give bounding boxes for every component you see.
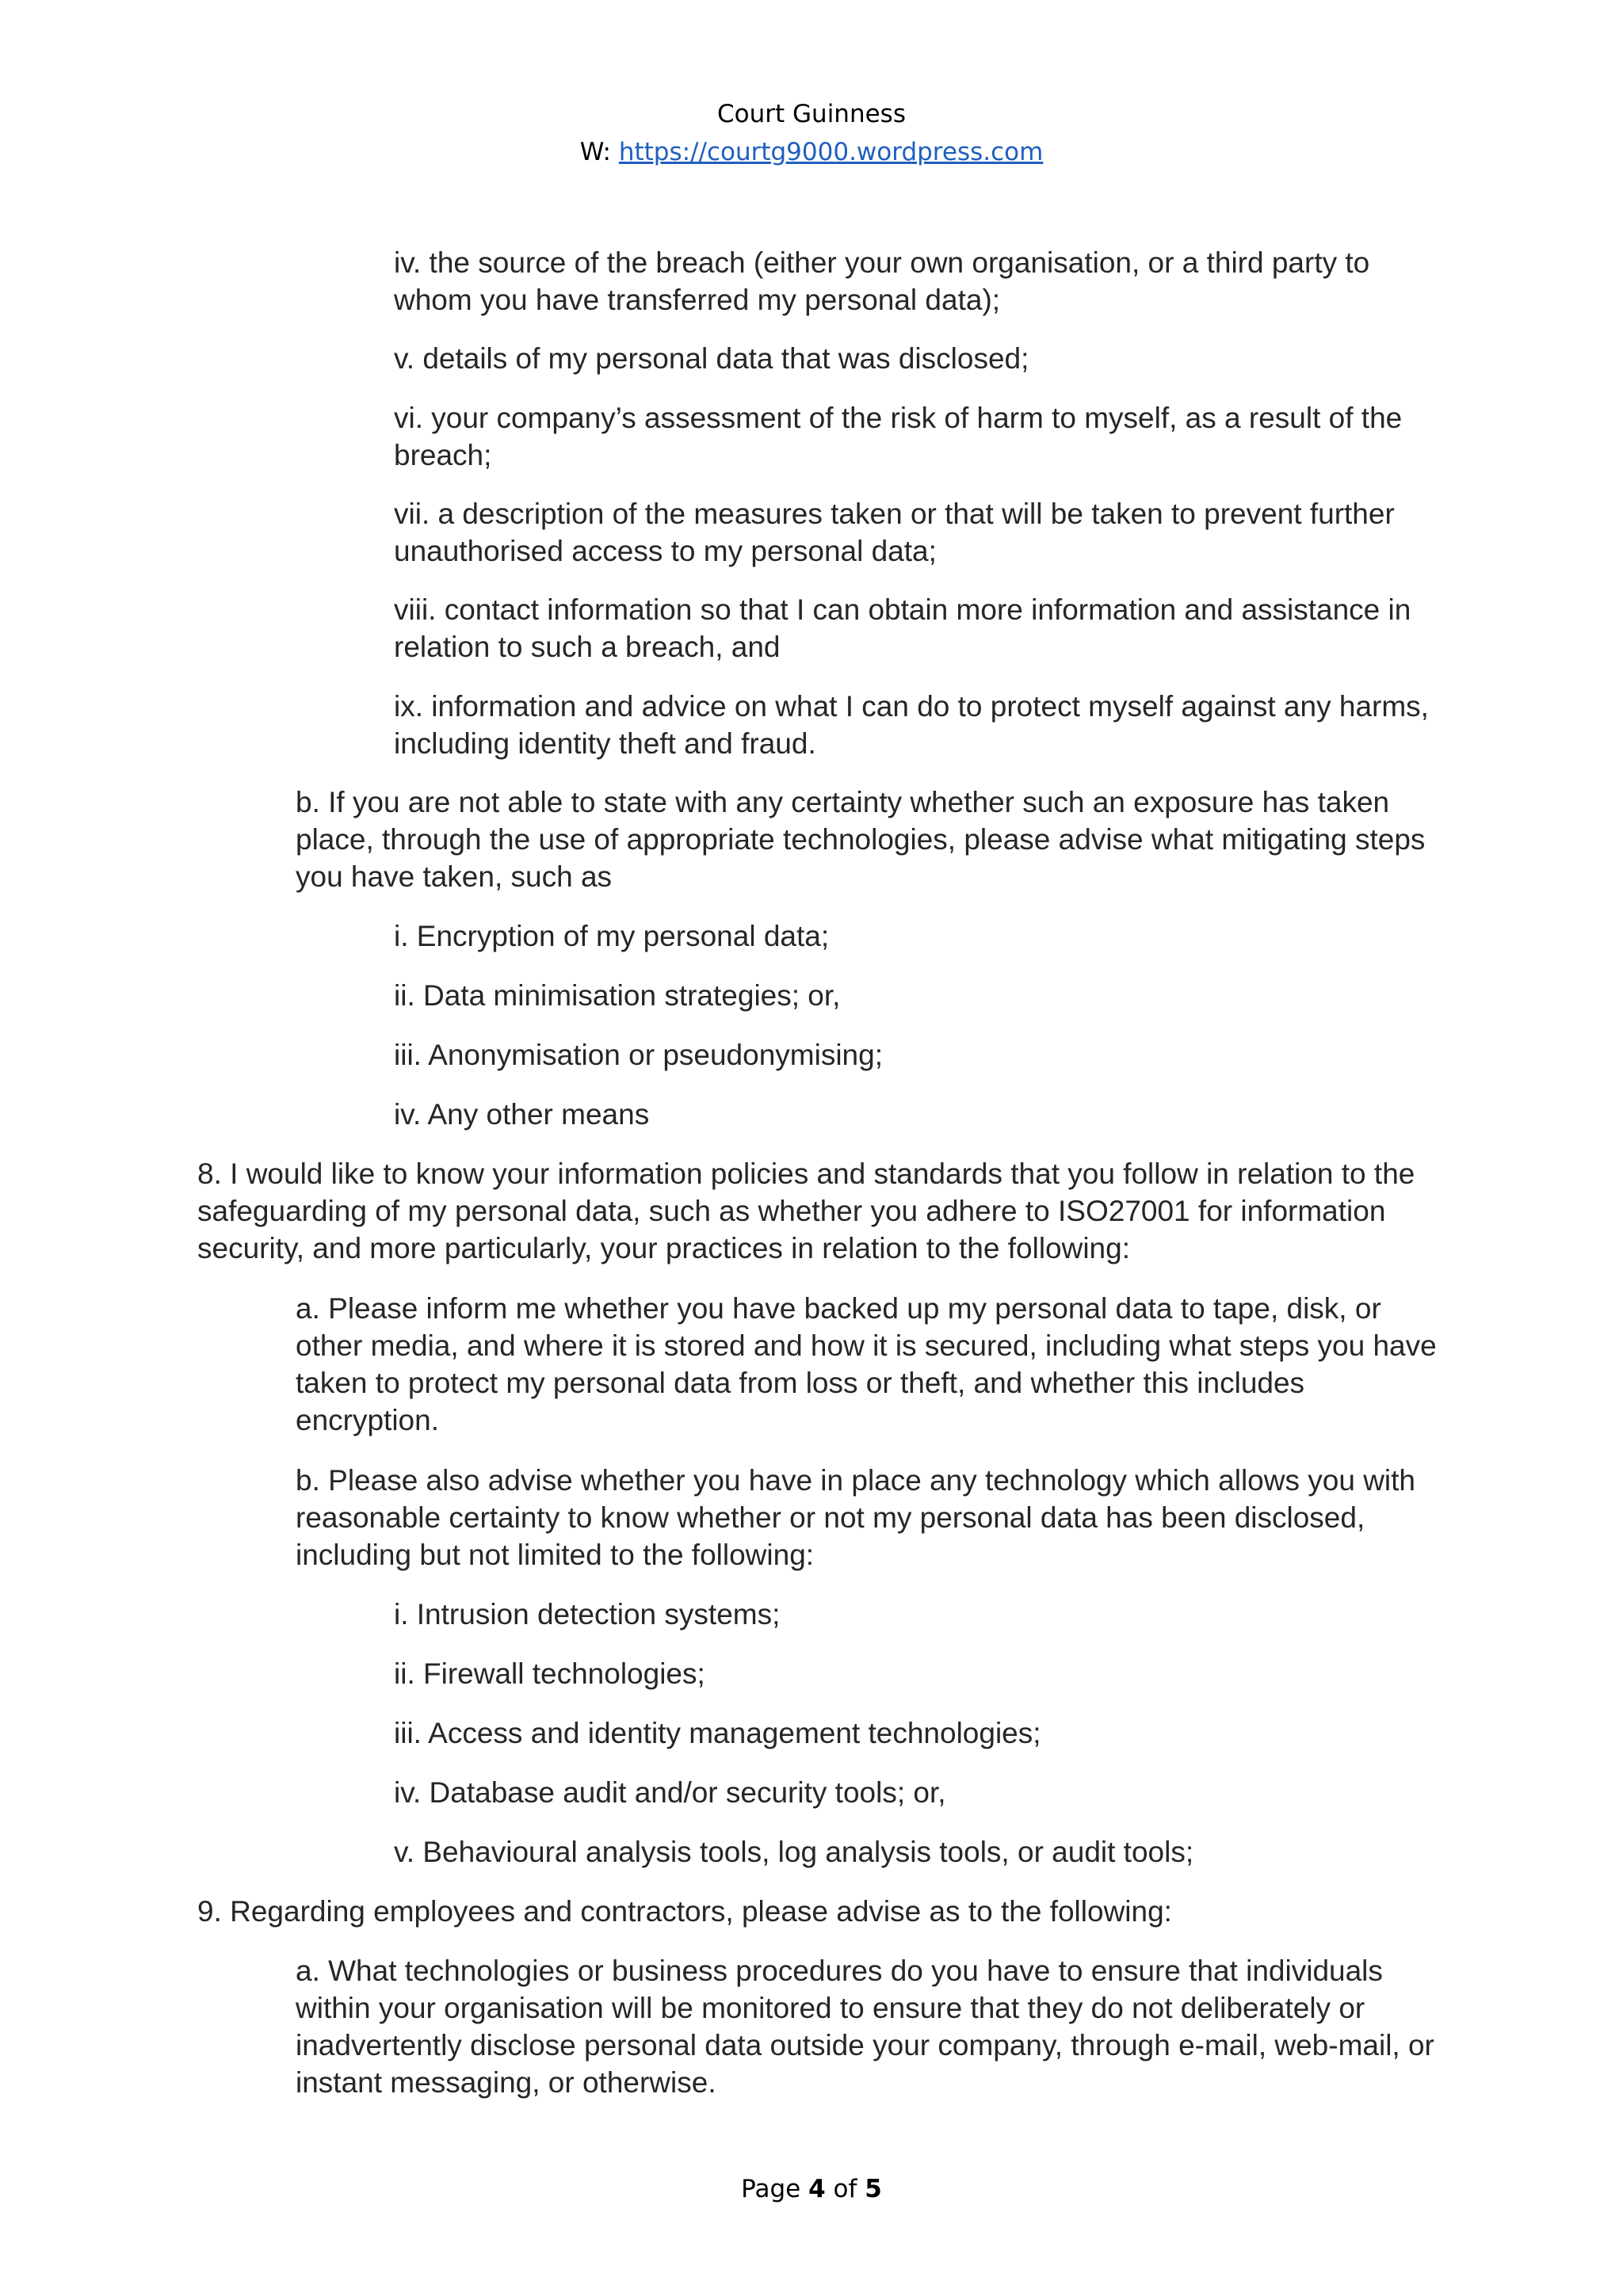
list-item-iv-other: iv. Any other means [394, 1098, 650, 1131]
list-item-vi-assessment: vi. your company’s assessment of the risk of harm to myself, as a result of the breach; [394, 402, 1403, 471]
list-item-v-details: v. details of my personal data that was disclosed; [394, 342, 1029, 375]
list-item-b-technology: b. Please also advise whether you have in place any technology which allows you with reasonable certainty to know whether or not my personal data has been disclosed, including but not limited to the following: [296, 1464, 1415, 1571]
list-item-viii-contact: viii. contact information so that I can obtain more information and assistance in relation to such a breach, and [394, 593, 1411, 663]
page-footer [0, 2175, 1623, 2203]
list-item-iii-access: iii. Access and identity management technologies; [394, 1717, 1041, 1749]
page-word: Page [741, 2175, 809, 2203]
page-header [0, 95, 1623, 171]
author-name: Court Guinness [717, 100, 906, 128]
section-9-employees: 9. Regarding employees and contractors, please advise as to the following: [197, 1895, 1172, 1928]
list-item-vii-measures: vii. a description of the measures taken or that will be taken to prevent further unauthorised access to my personal data; [394, 498, 1395, 567]
list-item-a-backup: a. Please inform me whether you have backed up my personal data to tape, disk, or other media, and where it is stored and how it is secured, including what steps you have taken to protect my personal data from loss or theft, and whether this includes encryption. [296, 1292, 1437, 1436]
list-item-iv-database: iv. Database audit and/or security tools; or, [394, 1776, 946, 1809]
list-item-ii-minimisation: ii. Data minimisation strategies; or, [394, 979, 841, 1012]
website-link[interactable]: https://courtg9000.wordpress.com [618, 138, 1044, 166]
section-8-policies: 8. I would like to know your information policies and standards that you follow in relation to the safeguarding of my personal data, such as whether you adhere to ISO27001 for information security, and more particularly, your practices in relation to the following: [197, 1158, 1415, 1264]
list-item-a-monitoring: a. What technologies or business procedures do you have to ensure that individuals within your organisation will be monitored to ensure that they do not deliberately or inadvertently disclose personal data outside your company, through e-mail, web-mail, or instant messaging, or otherwise. [296, 1955, 1434, 2099]
list-item-ix-advice: ix. information and advice on what I can do to protect myself against any harms, including identity theft and fraud. [394, 690, 1429, 760]
list-item-b-certainty: b. If you are not able to state with any certainty whether such an exposure has taken place, through the use of appropriate technologies, please advise what mitigating steps you have taken, such as [296, 786, 1426, 893]
website-line [0, 133, 1623, 171]
list-item-ii-firewall: ii. Firewall technologies; [394, 1657, 705, 1690]
list-item-i-intrusion: i. Intrusion detection systems; [394, 1598, 781, 1630]
list-item-iii-anonymisation: iii. Anonymisation or pseudonymising; [394, 1039, 883, 1071]
list-item-v-behavioural: v. Behavioural analysis tools, log analysis tools, or audit tools; [394, 1836, 1194, 1868]
total-page-count: 5 [865, 2175, 882, 2203]
list-item-iv-source: iv. the source of the breach (either your own organisation, or a third party to whom you have transferred my personal data); [394, 246, 1370, 316]
website-prefix: W: [579, 138, 619, 166]
list-item-i-encryption: i. Encryption of my personal data; [394, 920, 830, 952]
current-page-number: 4 [808, 2175, 826, 2203]
of-word: of [825, 2175, 865, 2203]
